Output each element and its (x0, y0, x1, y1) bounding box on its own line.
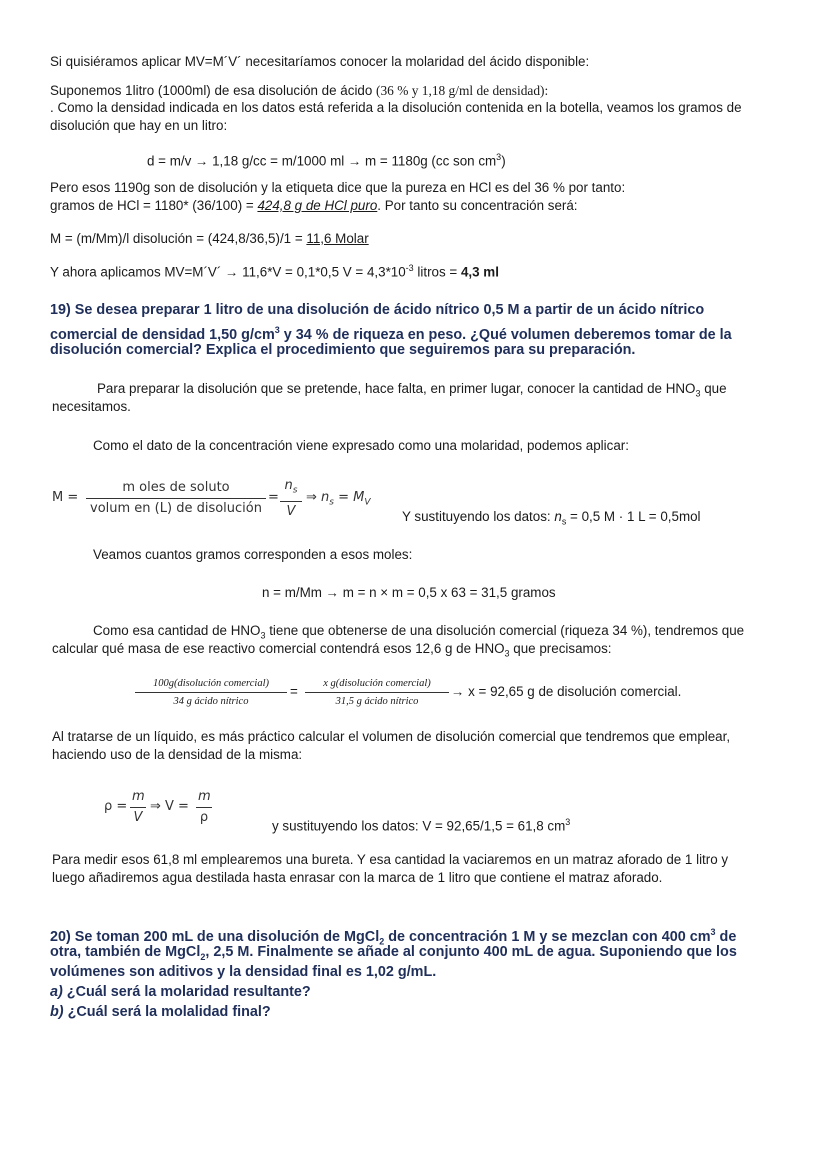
moles-substitution: Y sustituyendo los datos: $n_s = 0,5$ M · 1 L = 0,5mol (402, 509, 701, 527)
q20-heading-line-2: otra, también de MgCl$_2$, 2,5 M. Finalmente se añade al conjunto 400 mL de agua. Suponiendo que los (50, 944, 737, 962)
q19-para-6b: luego añadiremos agua destilada hasta enrasar con la marca de 1 litro que contiene el matraz aforado. (52, 870, 663, 885)
intro-line-2: Suponemos 1litro (1000ml) de esa disolución de ácido (36 % y 1,18 g/ml de densidad): (50, 83, 549, 98)
fraction-numerator: m oles de soluto (86, 479, 266, 499)
hcl-mass-line: gramos de HCl = 1180* (36/100) = 424,8 g de HCl puro. Por tanto su concentración será: (50, 198, 578, 213)
density-fraction-m-over-v: $\frac{m}{V}$ (132, 789, 145, 825)
density-formula-implies: ⇒ V = (150, 799, 189, 814)
proportion-fraction-left (135, 676, 287, 709)
proportion-denominator-left: 34 g ácido nítrico (173, 696, 249, 707)
intro-line-4: disolución que hay en un litro: (50, 118, 228, 133)
intro-line-1: Si quisiéramos aplicar MV=M´V´ necesitaríamos conocer la molaridad del ácido disponible: (50, 54, 590, 69)
q19-para-1b: necesitamos. (52, 399, 131, 414)
molarity-line: M = (m/Mm)/l disolución = (424,8/36,5)/1 = 11,6 Molar (50, 231, 369, 246)
mass-equation: n = m/Mm → m = n × m = 0,5 x 63 = 31,5 gramos (262, 585, 556, 600)
proportion-result: → x = 92,65 g de disolución comercial. (451, 684, 682, 699)
intro-line-6: Pero esos 1190g son de disolución y la etiqueta dice que la pureza en HCl es del 36 % por tanto: (50, 180, 626, 195)
proportion-denominator-right: 31,5 g ácido nítrico (335, 696, 419, 707)
q19-para-4b: calcular qué masa de ese reactivo comercial contendrá esos 12,6 g de $HNO_3$ que precisamos: (52, 641, 612, 659)
q19-heading-line-2: comercial de densidad 1,50 $g/cm^3$ y 34 % de riqueza en peso. ¿Qué volumen deberemos tomar de la (50, 325, 732, 343)
formula-equals: = (268, 490, 279, 505)
q20-part-b: b) ¿Cuál será la molalidad final? (50, 1004, 271, 1020)
q19-heading-line-1: 19) Se desea preparar 1 litro de una disolución de ácido nítrico 0,5 M a partir de un ácido nítrico (50, 302, 705, 318)
proportion-fraction-right (305, 676, 449, 709)
volume-substitution: y sustituyendo los datos: V = 92,65/1,5 = 61,8 $cm^3$ (272, 817, 571, 834)
q20-part-a: a) ¿Cuál será la molaridad resultante? (50, 984, 311, 1000)
q20-heading-line-1: 20) Se toman 200 mL de una disolución de MgCl$_2$ de concentración 1 M y se mezclan con 400 $cm^3$ de (50, 927, 737, 947)
fraction-denominator: volum en (L) de disolución (90, 501, 262, 516)
q19-para-1: Para preparar la disolución que se pretende, hace falta, en primer lugar, conocer la cantidad de $HNO_3$ que (97, 381, 727, 399)
q20-heading-line-3: volúmenes son aditivos y la densidad final es 1,02 g/mL. (50, 964, 437, 980)
formula-molarity-m: M = (52, 490, 79, 505)
density-formula-rho: ρ = (104, 799, 128, 814)
proportion-numerator-right: x g(disolución comercial) (305, 676, 449, 693)
intro-line-3: . Como la densidad indicada en los datos está referida a la disolución contenida en la botella, veamos los gramos de (50, 100, 742, 115)
density-equation: d = m/v → 1,18 g/cc = m/1000 ml → m = 1180g (cc son $cm^3$) (147, 152, 506, 169)
q19-para-5b: haciendo uso de la densidad de la misma: (52, 747, 303, 762)
density-fraction-m-over-rho: $\frac{m}{\rho}$ (198, 789, 211, 825)
q19-para-3: Veamos cuantos gramos corresponden a esos moles: (93, 547, 413, 562)
q19-para-2: Como el dato de la concentración viene expresado como una molaridad, podemos aplicar: (93, 438, 629, 453)
dilution-result-line: Y ahora aplicamos MV=M´V´ → 11,6*V = 0,1*0,5 $V = 4,3*10^{-3}$ litros = 4,3 ml (50, 263, 499, 280)
proportion-equals: = (290, 684, 298, 699)
q19-para-6: Para medir esos 61,8 ml emplearemos una bureta. Y esa cantidad la vaciaremos en un matraz aforado de 1 litro y (52, 852, 729, 867)
formula-molarity-fraction (86, 479, 266, 518)
formula-ns-over-v: $\frac{n_s}{V}$ (280, 477, 302, 521)
q19-para-4: Como esa cantidad de $HNO_3$ tiene que obtenerse de una disolución comercial (riqueza 34 %), tendremos que (93, 623, 745, 641)
proportion-numerator-left: 100g(disolución comercial) (135, 676, 287, 693)
q19-heading-line-3: disolución comercial? Explica el procedimiento que seguiremos para su preparación. (50, 342, 636, 358)
q19-para-5: Al tratarse de un líquido, es más práctico calcular el volumen de disolución comercial que tendremos que emplear, (52, 729, 731, 744)
formula-ns-equals-mv: ⇒ $n_s = M_V$ (306, 490, 371, 508)
